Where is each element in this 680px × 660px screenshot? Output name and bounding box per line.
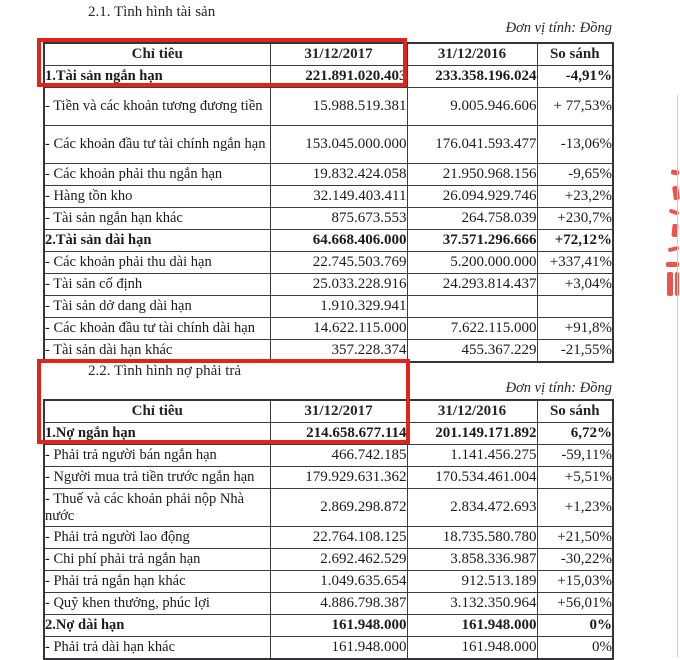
liabilities-table [43,399,614,660]
row-label-cell: - Quỹ khen thưởng, phúc lợi [44,593,270,615]
scan-edge-line [677,95,678,657]
row-label-cell: - Thuế và các khoản phải nộp Nhà nước [44,489,270,527]
value-2017-cell: 466.742.185 [270,445,407,467]
value-2017-cell: 22.745.503.769 [270,252,407,274]
row-label-cell: - Người mua trả tiền trước ngắn hạn [44,467,270,489]
value-2017-cell: 4.886.798.387 [270,593,407,615]
compare-cell: 0% [537,637,613,660]
table-row [44,593,613,615]
row-label-cell: - Phải trả dài hạn khác [44,637,270,660]
row-label-cell: - Phải trả người lao động [44,527,270,549]
value-2016-cell: 5.200.000.000 [407,252,537,274]
liabilities-header-row [44,400,613,423]
header-chi-tieu: Chỉ tiêu [44,400,270,423]
compare-cell: -13,06% [537,126,613,164]
value-2017-cell: 161.948.000 [270,637,407,660]
table-row [44,208,613,230]
value-2016-cell: 9.005.946.606 [407,88,537,126]
value-2017-cell: 357.228.374 [270,340,407,363]
compare-cell: 6,72% [537,423,613,445]
row-label-cell: - Tài sản dài hạn khác [44,340,270,363]
value-2016-cell: 21.950.968.156 [407,164,537,186]
value-2017-cell: 15.988.519.381 [270,88,407,126]
value-2016-cell: 912.513.189 [407,571,537,593]
value-2017-cell: 179.929.631.362 [270,467,407,489]
header-2016: 31/12/2016 [407,400,537,423]
value-2017-cell: 1.049.635.654 [270,571,407,593]
compare-cell: + 77,53% [537,88,613,126]
value-2017-cell: 64.668.406.000 [270,230,407,252]
table-row [44,296,613,318]
value-2016-cell: 161.948.000 [407,615,537,637]
value-2016-cell: 233.358.196.024 [407,66,537,88]
value-2017-cell: 19.832.424.058 [270,164,407,186]
table-row [44,423,613,445]
row-label-cell: 2.Nợ dài hạn [44,615,270,637]
value-2016-cell: 7.622.115.000 [407,318,537,340]
compare-cell: +21,50% [537,527,613,549]
row-label-cell: - Các khoản phải thu dài hạn [44,252,270,274]
value-2016-cell: 176.041.593.477 [407,126,537,164]
value-2016-cell: 2.834.472.693 [407,489,537,527]
table-row [44,252,613,274]
table-row [44,549,613,571]
compare-cell: -4,91% [537,66,613,88]
compare-cell: -30,22% [537,549,613,571]
table-row [44,527,613,549]
table-row [44,489,613,527]
table-row [44,186,613,208]
table-row [44,318,613,340]
value-2016-cell: 24.293.814.437 [407,274,537,296]
value-2017-cell: 1.910.329.941 [270,296,407,318]
value-2017-cell: 161.948.000 [270,615,407,637]
value-2017-cell: 32.149.403.411 [270,186,407,208]
row-label-cell: - Tài sản ngắn hạn khác [44,208,270,230]
header-so-sanh: So sánh [537,43,613,66]
value-2016-cell: 170.534.461.004 [407,467,537,489]
section-1-heading: 2.1. Tình hình tài sản [88,4,216,20]
value-2016-cell: 264.758.039 [407,208,537,230]
compare-cell: +3,04% [537,274,613,296]
value-2017-cell: 14.622.115.000 [270,318,407,340]
assets-table [43,42,614,363]
value-2016-cell: 1.141.456.275 [407,445,537,467]
table-row [44,445,613,467]
red-ink-margin-mark [672,186,680,201]
compare-cell [537,296,613,318]
value-2016-cell: 161.948.000 [407,637,537,660]
compare-cell: +23,2% [537,186,613,208]
compare-cell: +337,41% [537,252,613,274]
table-row [44,274,613,296]
row-label-cell: 2.Tài sản dài hạn [44,230,270,252]
table-row [44,637,613,660]
compare-cell: +15,03% [537,571,613,593]
header-2017: 31/12/2017 [270,400,407,423]
table-row [44,126,613,164]
value-2017-cell: 221.891.020.403 [270,66,407,88]
value-2016-cell: 37.571.296.666 [407,230,537,252]
row-label-cell: - Tiền và các khoản tương đương tiền [44,88,270,126]
value-2017-cell: 875.673.553 [270,208,407,230]
value-2017-cell: 214.658.677.114 [270,423,407,445]
compare-cell: +56,01% [537,593,613,615]
section-1-unit-label: Đơn vị tính: Đồng [505,20,612,36]
table-row [44,340,613,363]
table-row [44,88,613,126]
row-label-cell: - Phải trả người bán ngắn hạn [44,445,270,467]
row-label-cell: - Phải trả ngắn hạn khác [44,571,270,593]
value-2016-cell: 26.094.929.746 [407,186,537,208]
row-label-cell: - Các khoản đầu tư tài chính ngắn hạn [44,126,270,164]
table-row [44,66,613,88]
red-ink-margin-mark [671,169,680,176]
row-label-cell: 1.Nợ ngắn hạn [44,423,270,445]
compare-cell: +230,7% [537,208,613,230]
header-2017: 31/12/2017 [270,43,407,66]
value-2017-cell: 22.764.108.125 [270,527,407,549]
compare-cell: +72,12% [537,230,613,252]
header-chi-tieu: Chỉ tiêu [44,43,270,66]
row-label-cell: 1.Tài sản ngắn hạn [44,66,270,88]
row-label-cell: - Các khoản phải thu ngắn hạn [44,164,270,186]
assets-header-row [44,43,613,66]
compare-cell: +5,51% [537,467,613,489]
header-so-sanh: So sánh [537,400,613,423]
value-2017-cell: 153.045.000.000 [270,126,407,164]
value-2017-cell: 2.869.298.872 [270,489,407,527]
value-2016-cell: 18.735.580.780 [407,527,537,549]
section-2-unit-label: Đơn vị tính: Đồng [505,380,612,396]
compare-cell: -9,65% [537,164,613,186]
compare-cell: +1,23% [537,489,613,527]
compare-cell: +91,8% [537,318,613,340]
value-2017-cell: 25.033.228.916 [270,274,407,296]
table-row [44,571,613,593]
row-label-cell: - Hàng tồn kho [44,186,270,208]
table-row [44,230,613,252]
row-label-cell: - Chi phí phải trả ngắn hạn [44,549,270,571]
table-row [44,467,613,489]
compare-cell: -21,55% [537,340,613,363]
header-2016: 31/12/2016 [407,43,537,66]
section-2-heading: 2.2. Tình hình nợ phải trả [88,363,242,379]
compare-cell: -59,11% [537,445,613,467]
value-2017-cell: 2.692.462.529 [270,549,407,571]
value-2016-cell: 3.132.350.964 [407,593,537,615]
value-2016-cell: 455.367.229 [407,340,537,363]
table-row [44,615,613,637]
table-row [44,164,613,186]
value-2016-cell: 201.149.171.892 [407,423,537,445]
value-2016-cell: 3.858.336.987 [407,549,537,571]
value-2016-cell [407,296,537,318]
row-label-cell: - Tài sản cố định [44,274,270,296]
row-label-cell: - Các khoản đầu tư tài chính dài hạn [44,318,270,340]
compare-cell: 0% [537,615,613,637]
row-label-cell: - Tài sản dở dang dài hạn [44,296,270,318]
red-ink-margin-mark [667,272,673,296]
